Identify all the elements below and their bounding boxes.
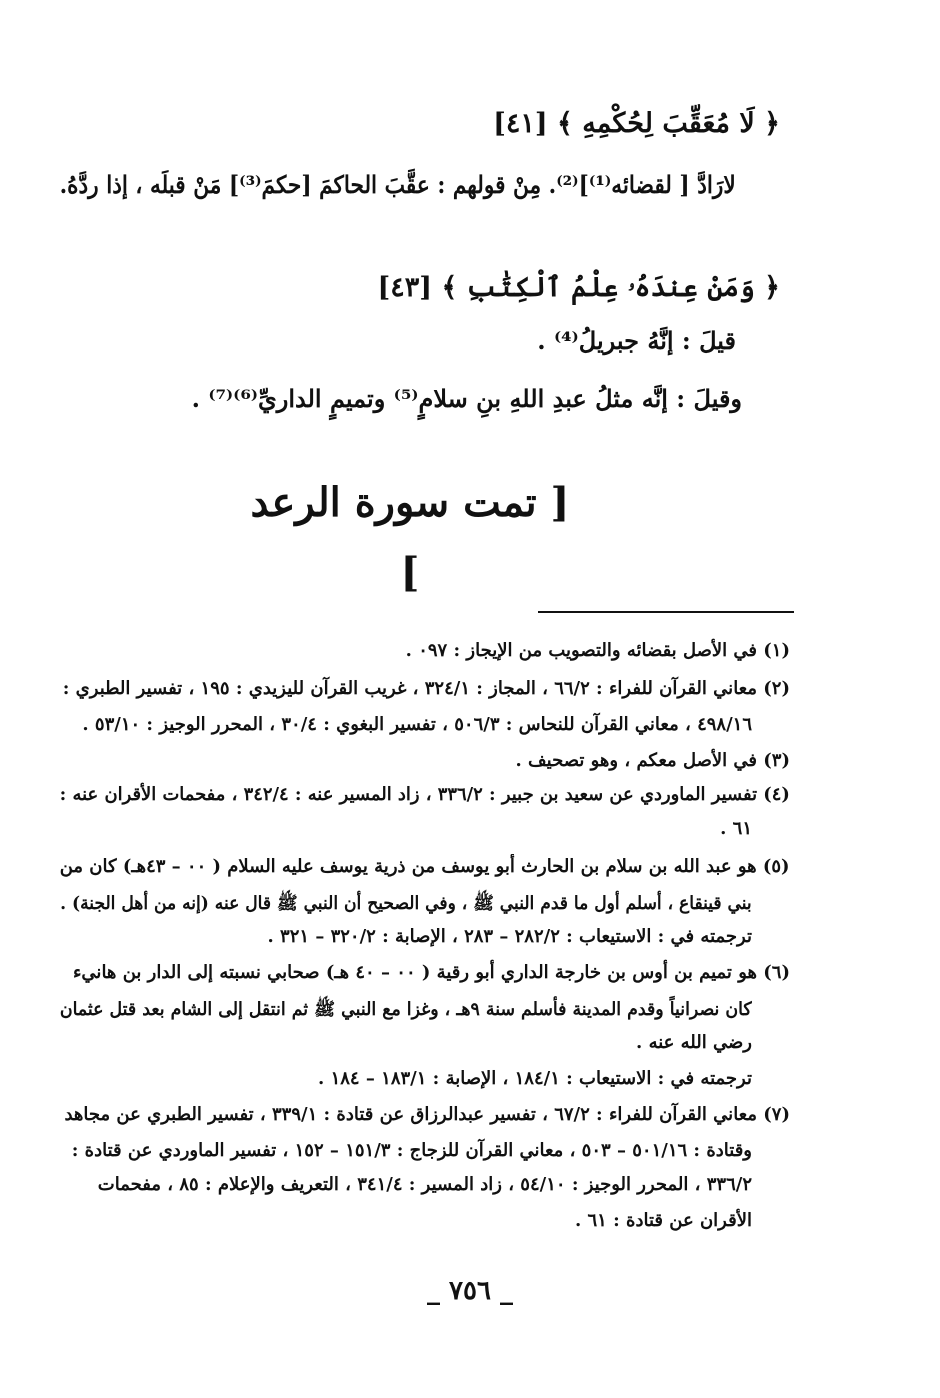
- commentary-line-3: وقيلَ : إنَّه مثلُ عبدِ اللهِ بنِ سلامٍ⁽⁵⁾ وتميمٍ الداريِّ⁽⁶⁾⁽⁷⁾ .: [191, 384, 742, 413]
- footnote-line: ٣٣٦/٢ ، المحرر الوجيز : ٥٤/١٠ ، زاد المسير : ٣٤١/٤ ، التعريف والإعلام : ٨٥ ، مفحمات: [97, 1174, 752, 1195]
- commentary-line-2: قيلَ : إنَّهُ جبريلُ⁽⁴⁾ .: [537, 326, 736, 355]
- footnote-line: (١) في الأصل بقضائه والتصويب من الإيجاز : ٠٩٧ .: [405, 640, 790, 661]
- page-number: _ ٧٥٦ _: [426, 1276, 514, 1306]
- verse-43: ﴿ وَمَنْ عِندَهُۥ عِلْمُ ٱلْكِتَٰبِ ﴾ [٤٣]: [377, 272, 780, 303]
- verse-41: ﴿ لَا مُعَقِّبَ لِحُكْمِهِ ﴾ [٤١]: [493, 108, 780, 139]
- footnote-line: بني قينقاع ، أسلم أول ما قدم النبي ﷺ ، وفي الصحيح أن النبي ﷺ قال عنه (إنه من أهل الجنة) .: [60, 893, 752, 914]
- footnote-line: (٦) هو تميم بن أوس بن خارجة الداري أبو رقية ( ٠٠ – ٤٠ هـ) صحابي نسبته إلى الدار بن هانيء: [72, 962, 790, 983]
- footnote-line: (٧) معاني القرآن للفراء : ٦٧/٢ ، تفسير عبدالرزاق عن قتادة : ٣٣٩/١ ، تفسير الطبري عن مجاهد: [64, 1104, 790, 1125]
- footnote-line: كان نصرانياً وقدم المدينة فأسلم سنة ٩هـ ، وغزا مع النبي ﷺ ثم انتقل إلى الشام بعد قتل عثمان: [60, 999, 752, 1020]
- footnote-line: ٤٩٨/١٦ ، معاني القرآن للنحاس : ٥٠٦/٣ ، تفسير البغوي : ٣٠/٤ ، المحرر الوجيز : ٥٣/١٠ .: [82, 714, 752, 735]
- footnote-line: ترجمته في : الاستيعاب : ٢٨٢/٢ – ٢٨٣ ، الإصابة : ٣٢٠/٢ – ٣٢١ .: [267, 926, 752, 947]
- footnote-line: ترجمته في : الاستيعاب : ١٨٤/١ ، الإصابة : ١٨٣/١ – ١٨٤ .: [318, 1068, 752, 1089]
- footnote-line: (٣) في الأصل معكم ، وهو تصحيف .: [515, 750, 790, 771]
- surah-end-title: [ تمت سورة الرعد ]: [250, 479, 570, 596]
- footnote-line: (٢) معاني القرآن للفراء : ٦٦/٢ ، المجاز : ٣٢٤/١ ، غريب القرآن لليزيدي : ١٩٥ ، تفسير الطبري :: [62, 678, 790, 699]
- footnote-line: (٤) تفسير الماوردي عن سعيد بن جبير : ٣٣٦/٢ ، زاد المسير عنه : ٣٤٢/٤ ، مفحمات الأقران عنه :: [59, 784, 790, 805]
- commentary-line-1: لارَادَّ [ لقضائه⁽¹⁾]⁽²⁾. مِنْ قولهم : عقَّبَ الحاكمَ [حكمَ⁽³⁾] مَنْ قبلَه ، إذا ردَّهُ.: [59, 170, 736, 199]
- footnote-line: الأقران عن قتادة : ٦١ .: [574, 1210, 752, 1231]
- footnote-line: (٥) هو عبد الله بن سلام بن الحارث أبو يوسف من ذرية يوسف عليه السلام ( ٠٠ – ٤٣هـ) كان من: [60, 856, 790, 877]
- footnote-line: ٦١ .: [720, 818, 752, 839]
- footnote-line: وقتادة : ٥٠١/١٦ – ٥٠٣ ، معاني القرآن للزجاج : ١٥١/٣ – ١٥٢ ، تفسير الماوردي عن قتادة :: [71, 1140, 752, 1161]
- footnote-line: رضي الله عنه .: [636, 1032, 752, 1053]
- footnote-divider: [538, 611, 794, 613]
